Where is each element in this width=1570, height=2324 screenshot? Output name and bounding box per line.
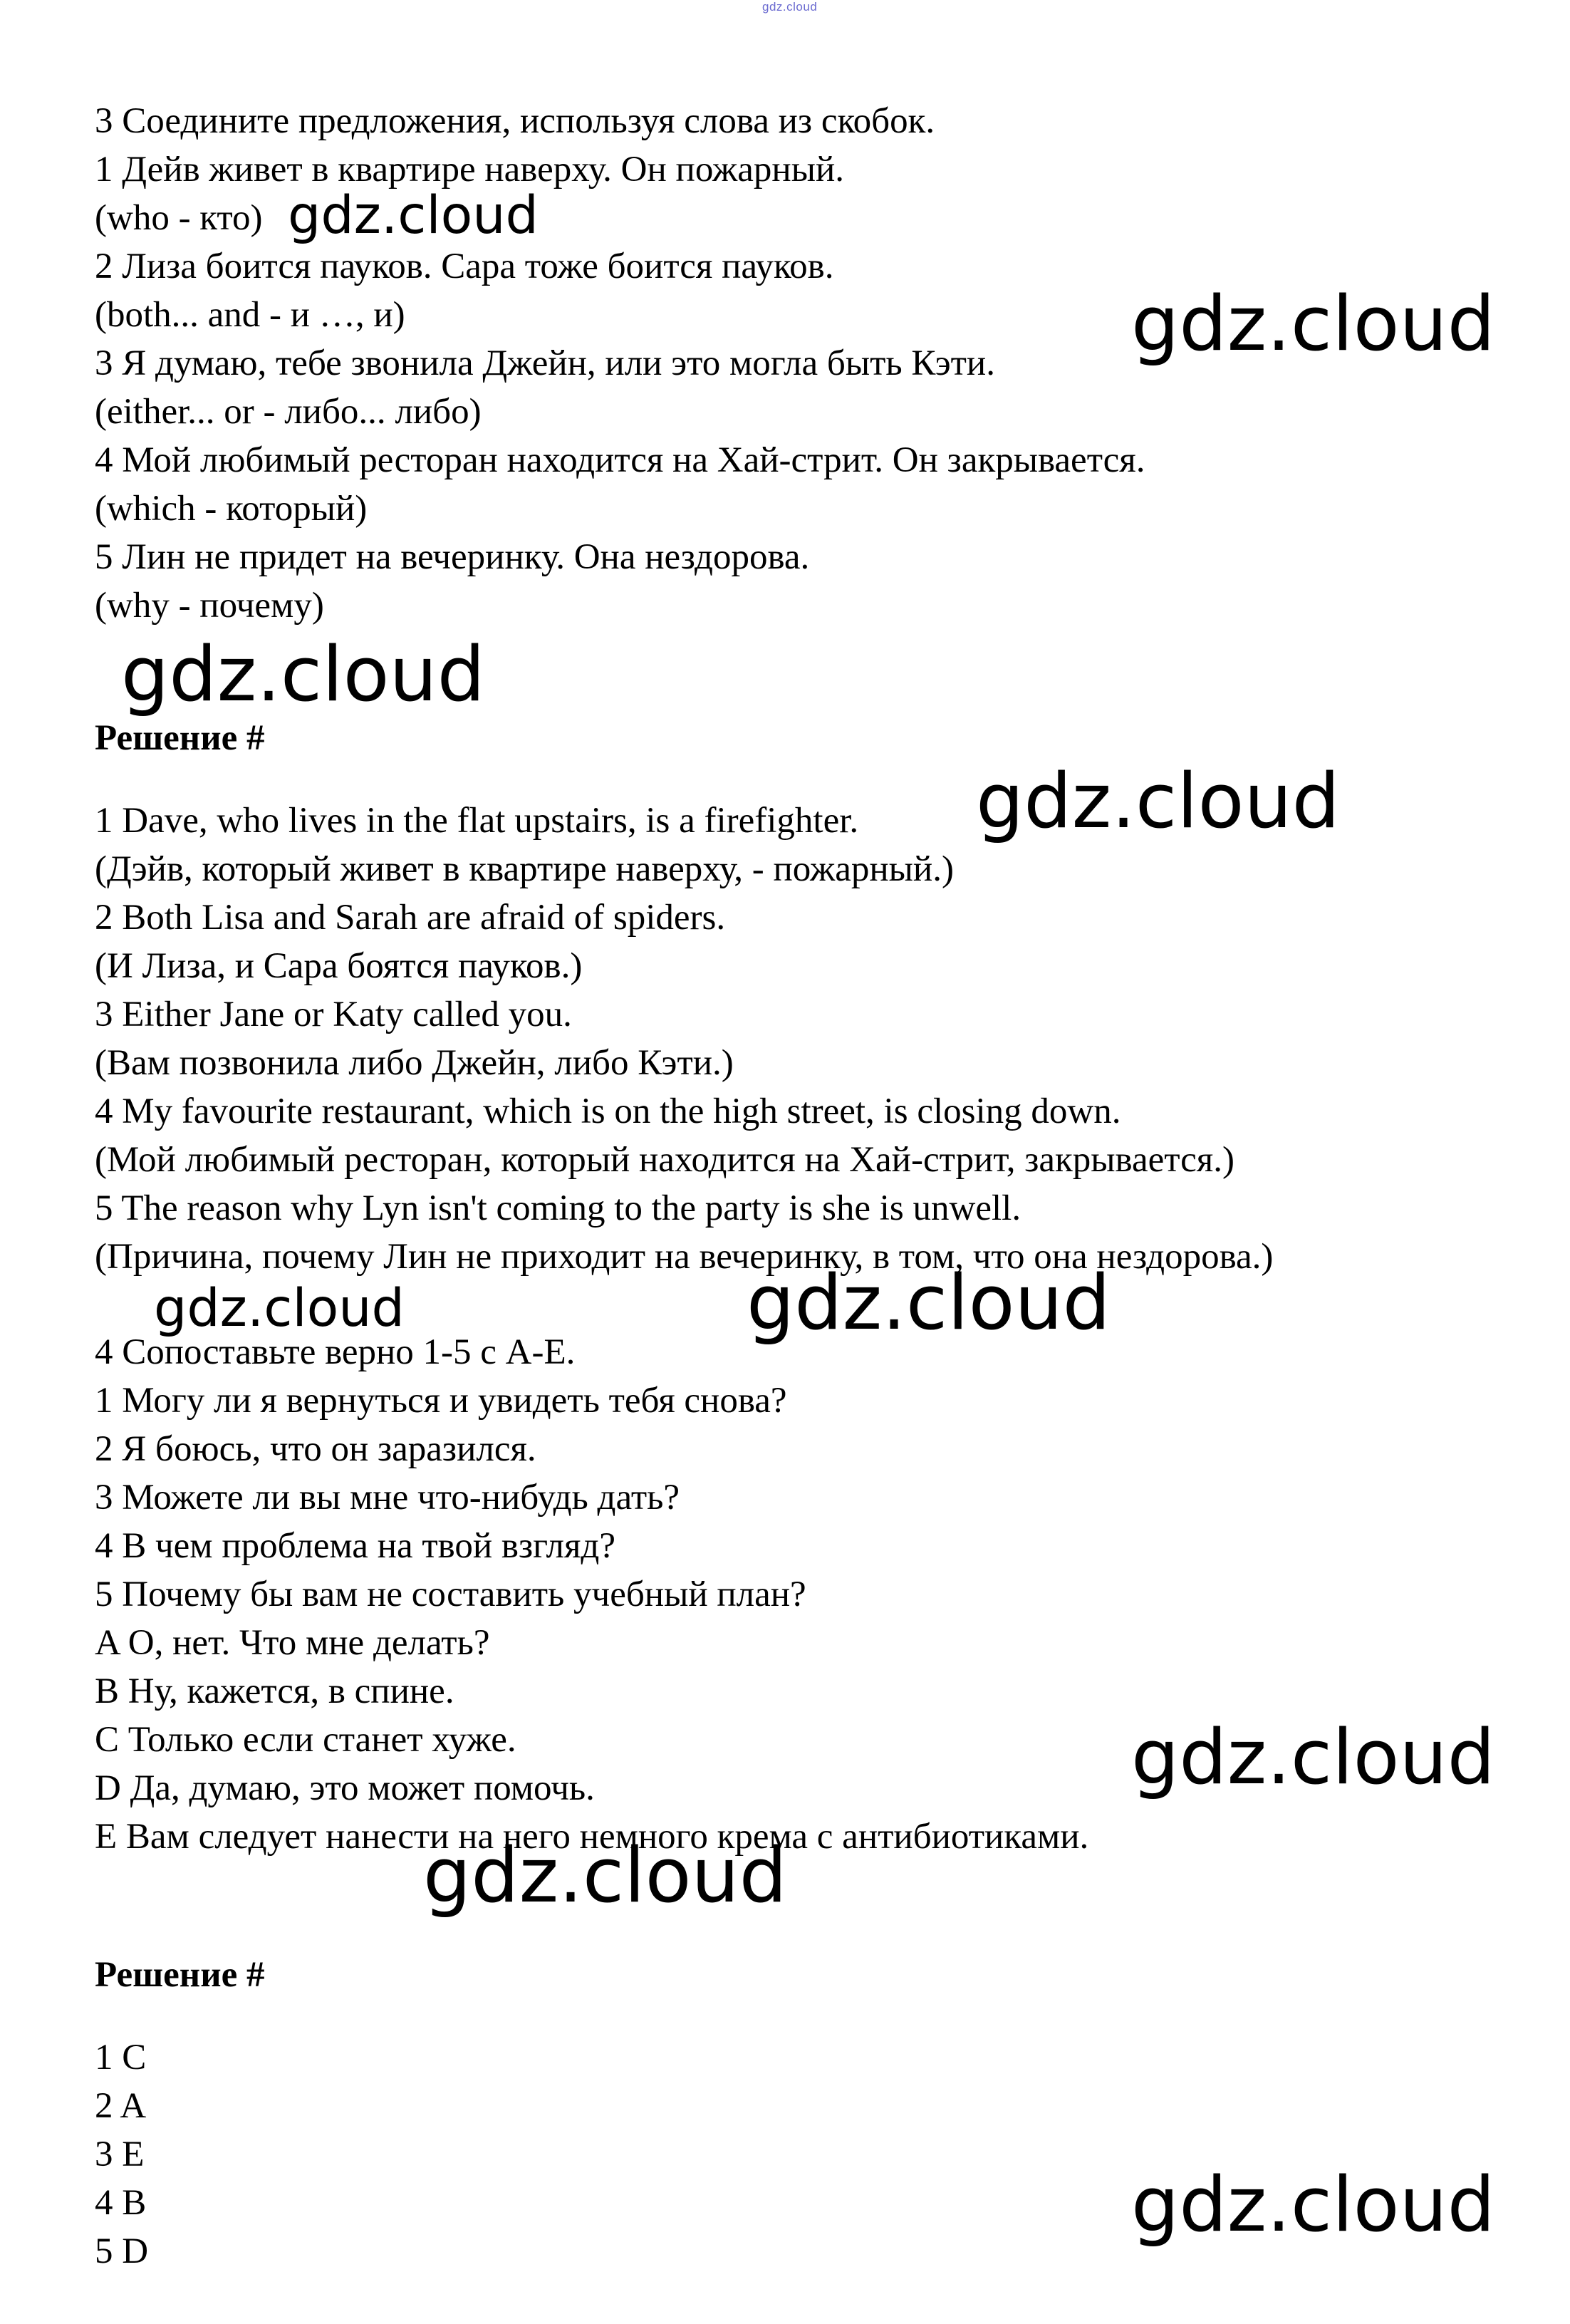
exercise-4-line-1: 1 Могу ли я вернуться и увидеть тебя снова?: [95, 1381, 787, 1421]
watermark-9: gdz.cloud: [1131, 2161, 1495, 2248]
exercise-3-solution-line-6: (Вам позвонила либо Джейн, либо Кэти.): [95, 1043, 734, 1083]
exercise-4-line-3: 3 Можете ли вы мне что-нибудь дать?: [95, 1478, 680, 1518]
watermark-2: gdz.cloud: [1131, 280, 1495, 368]
exercise-3-line-8: (which - который): [95, 489, 368, 529]
exercise-3-line-1: 1 Дейв живет в квартире наверху. Он пожарный.: [95, 150, 845, 190]
exercise-3-solution-line-5: 3 Either Jane or Katy called you.: [95, 995, 572, 1034]
watermark-6: gdz.cloud: [747, 1259, 1111, 1347]
exercise-3-solution-line-3: 2 Both Lisa and Sarah are afraid of spiders.: [95, 898, 726, 938]
watermark-7: gdz.cloud: [1131, 1713, 1495, 1801]
top-watermark: gdz.cloud: [762, 0, 818, 14]
exercise-4-line-9: D Да, думаю, это может помочь.: [95, 1768, 595, 1808]
watermark-5: gdz.cloud: [154, 1278, 405, 1339]
exercise-4-title: 4 Сопоставьте верно 1-5 с A-E.: [95, 1332, 576, 1372]
exercise-4-solution-heading: Решение #: [95, 1955, 265, 1995]
exercise-3-line-9: 5 Лин не придет на вечеринку. Она нездорова.: [95, 537, 810, 577]
exercise-4-line-8: C Только если станет хуже.: [95, 1720, 516, 1760]
exercise-3-line-3: 2 Лиза боится пауков. Сара тоже боится пауков.: [95, 247, 834, 286]
exercise-3-title: 3 Соедините предложения, используя слова из скобок.: [95, 101, 935, 141]
watermark-3: gdz.cloud: [121, 631, 485, 718]
exercise-3-line-2: (who - кто): [95, 198, 263, 238]
exercise-3-line-4: (both... and - и …, и): [95, 295, 405, 335]
exercise-4-line-10: E Вам следует нанести на него немного крема с антибиотиками.: [95, 1817, 1089, 1857]
exercise-4-line-6: A О, нет. Что мне делать?: [95, 1623, 490, 1663]
watermark-4: gdz.cloud: [976, 757, 1340, 845]
exercise-3-solution-line-9: 5 The reason why Lyn isn't coming to the party is she is unwell.: [95, 1188, 1021, 1228]
watermark-8: gdz.cloud: [423, 1832, 787, 1919]
exercise-3-solution-line-10: (Причина, почему Лин не приходит на вечеринку, в том, что она нездорова.): [95, 1237, 1274, 1277]
exercise-4-line-4: 4 В чем проблема на твой взгляд?: [95, 1526, 615, 1566]
exercise-4-answer-1: 1 C: [95, 2038, 147, 2077]
watermark-1: gdz.cloud: [288, 185, 539, 246]
exercise-3-solution-line-2: (Дэйв, который живет в квартире наверху, - пожарный.): [95, 849, 954, 889]
exercise-4-line-2: 2 Я боюсь, что он заразился.: [95, 1429, 536, 1469]
exercise-4-answer-4: 4 B: [95, 2183, 147, 2223]
exercise-3-line-7: 4 Мой любимый ресторан находится на Хай-стрит. Он закрывается.: [95, 440, 1145, 480]
exercise-3-solution-line-1: 1 Dave, who lives in the flat upstairs, is a firefighter.: [95, 801, 859, 841]
exercise-3-solution-line-4: (И Лиза, и Сара боятся пауков.): [95, 946, 583, 986]
exercise-4-answer-5: 5 D: [95, 2231, 149, 2271]
exercise-4-answer-2: 2 A: [95, 2086, 147, 2126]
exercise-3-solution-line-8: (Мой любимый ресторан, который находится на Хай-стрит, закрывается.): [95, 1140, 1234, 1180]
exercise-4-line-5: 5 Почему бы вам не составить учебный план?: [95, 1575, 806, 1614]
exercise-4-line-7: B Ну, кажется, в спине.: [95, 1671, 454, 1711]
exercise-3-solution-line-7: 4 My favourite restaurant, which is on the high street, is closing down.: [95, 1091, 1121, 1131]
exercise-4-answer-3: 3 E: [95, 2134, 145, 2174]
exercise-3-line-10: (why - почему): [95, 586, 324, 626]
exercise-3-solution-heading: Решение #: [95, 718, 265, 758]
exercise-3-line-6: (either... or - либо... либо): [95, 392, 482, 432]
exercise-3-line-5: 3 Я думаю, тебе звонила Джейн, или это могла быть Кэти.: [95, 343, 995, 383]
